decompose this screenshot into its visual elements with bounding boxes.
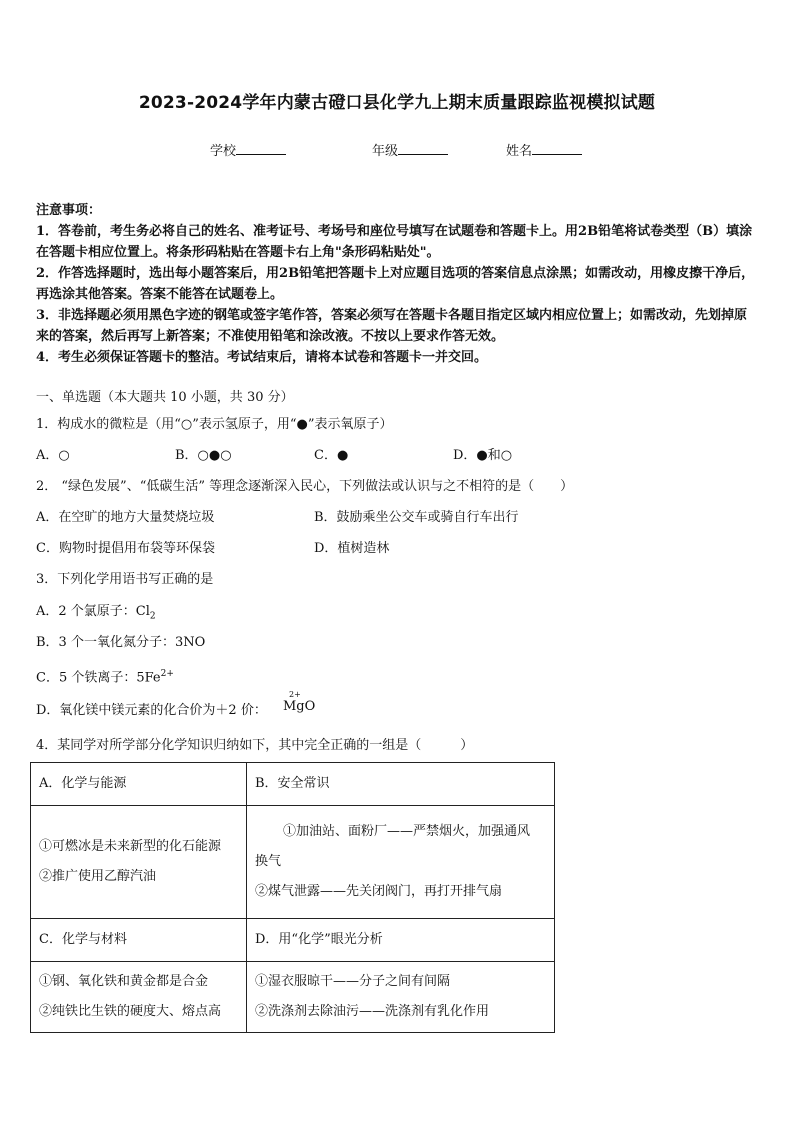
- q3-option-a-subscript: 2: [149, 611, 156, 622]
- name-field: [506, 140, 582, 159]
- question-2-stem: 2． “绿色发展”、“低碳生活” 等理念逐渐深入民心，下列做法或认识与之不相符的是（ ）: [36, 479, 574, 494]
- table-row: [31, 962, 555, 1033]
- q3-option-a: [36, 602, 156, 627]
- table-line: ②洗涤剂去除油污——洗涤剂有乳化作用: [255, 1004, 490, 1019]
- table-line: ①钢、氧化铁和黄金都是合金: [39, 974, 209, 989]
- q1-option-a: A．○: [36, 448, 70, 463]
- name-label: 姓名: [506, 144, 533, 159]
- q1-option-b: B．○●○: [175, 448, 232, 463]
- notice-heading: 注意事项：: [36, 203, 102, 218]
- school-field: [210, 140, 286, 159]
- q3-option-c: [36, 664, 174, 688]
- q2-option-b: B．鼓励乘坐公交车或骑自行车出行: [314, 510, 519, 525]
- mgo-valence: 2+: [289, 690, 301, 699]
- school-label: 学校: [210, 144, 237, 159]
- table-cell-b-head: B．安全常识: [247, 763, 555, 806]
- table-row: [31, 806, 555, 919]
- question-3-stem: 3．下列化学用语书写正确的是: [36, 572, 214, 587]
- page-title: 2023-2024学年内蒙古磴口县化学九上期末质量跟踪监视模拟试题: [138, 93, 656, 113]
- name-blank: [532, 141, 582, 155]
- notice-item: 2．作答选择题时，选出每小题答案后，用2B铅笔把答题卡上对应题目选项的答案信息点涂黑；如需改动，用橡皮擦干净后，再选涂其他答案。答案不能答在试题卷上。: [36, 266, 755, 302]
- table-cell-b-body: [247, 806, 555, 919]
- q3-option-a-text: A．2 个氯原子：Cl: [36, 604, 150, 619]
- table-cell-d-body: [247, 962, 555, 1033]
- table-line: ②煤气泄露——先关闭阀门，再打开排气扇: [255, 884, 503, 899]
- table-cell-d-head: D．用“化学”眼光分析: [247, 919, 555, 962]
- mgo-text: MgO: [283, 699, 316, 714]
- question-1-stem: 1．构成水的微粒是（用“○”表示氢原子，用“●”表示氧原子）: [36, 417, 393, 432]
- q3-option-b: B．3 个一氧化氮分子：3NO: [36, 635, 206, 650]
- notice-item: 1．答卷前，考生务必将自己的姓名、准考证号、考场号和座位号填写在试题卷和答题卡上。用2B铅笔将试卷类型（B）填涂在答题卡相应位置上。将条形码粘贴在答题卡右上角"条形码粘贴处"。: [36, 224, 753, 260]
- school-blank: [236, 141, 286, 155]
- table-cell-a-body: [31, 806, 247, 919]
- table-line: ①湿衣服晾干——分子之间有间隔: [255, 974, 451, 989]
- table-cell-c-head: C．化学与材料: [31, 919, 247, 962]
- notice-block: [36, 200, 760, 368]
- table-cell-a-head: A．化学与能源: [31, 763, 247, 806]
- notice-item: 4．考生必须保证答题卡的整洁。考试结束后，请将本试卷和答题卡一并交回。: [36, 350, 488, 365]
- table-row: [31, 763, 555, 806]
- q2-option-a: A．在空旷的地方大量焚烧垃圾: [36, 510, 215, 525]
- q3-option-c-text: C．5 个铁离子：5Fe: [36, 670, 161, 686]
- q2-option-c: C．购物时提倡用布袋等环保袋: [36, 541, 215, 556]
- q3-option-c-superscript: 2+: [160, 669, 174, 679]
- grade-label: 年级: [372, 144, 399, 159]
- grade-blank: [398, 141, 448, 155]
- table-line: ①可燃冰是未来新型的化石能源: [39, 839, 222, 854]
- grade-field: [372, 140, 448, 159]
- table-cell-c-body: [31, 962, 247, 1033]
- table-line: ②推广使用乙醇汽油: [39, 869, 157, 884]
- q1-option-c: C．●: [314, 448, 349, 463]
- q2-option-d: D．植树造林: [314, 541, 390, 556]
- section-heading: 一、单选题（本大题共 10 小题，共 30 分）: [36, 390, 294, 405]
- table-line: ②纯铁比生铁的硬度大、熔点高: [39, 1004, 222, 1019]
- notice-item: 3．非选择题必须用黑色字迹的钢笔或签字笔作答，答案必须写在答题卡各题目指定区域内相应位置上；如需改动，先划掉原来的答案，然后再写上新答案；不准使用铅笔和涂改液。不按以上要求作答无效。: [36, 308, 748, 344]
- mgo-formula: [283, 690, 316, 714]
- q1-option-d: D．●和○: [453, 448, 513, 463]
- table-line: ①加油站、面粉厂——严禁烟火，加强通风: [283, 824, 531, 839]
- q3-option-d: D．氧化镁中镁元素的化合价为＋2 价：: [36, 703, 267, 718]
- question-4-stem: 4．某同学对所学部分化学知识归纳如下，其中完全正确的一组是（ ）: [36, 738, 474, 753]
- q4-table: [30, 762, 555, 1033]
- table-row: [31, 919, 555, 962]
- table-line: 换气: [255, 854, 282, 869]
